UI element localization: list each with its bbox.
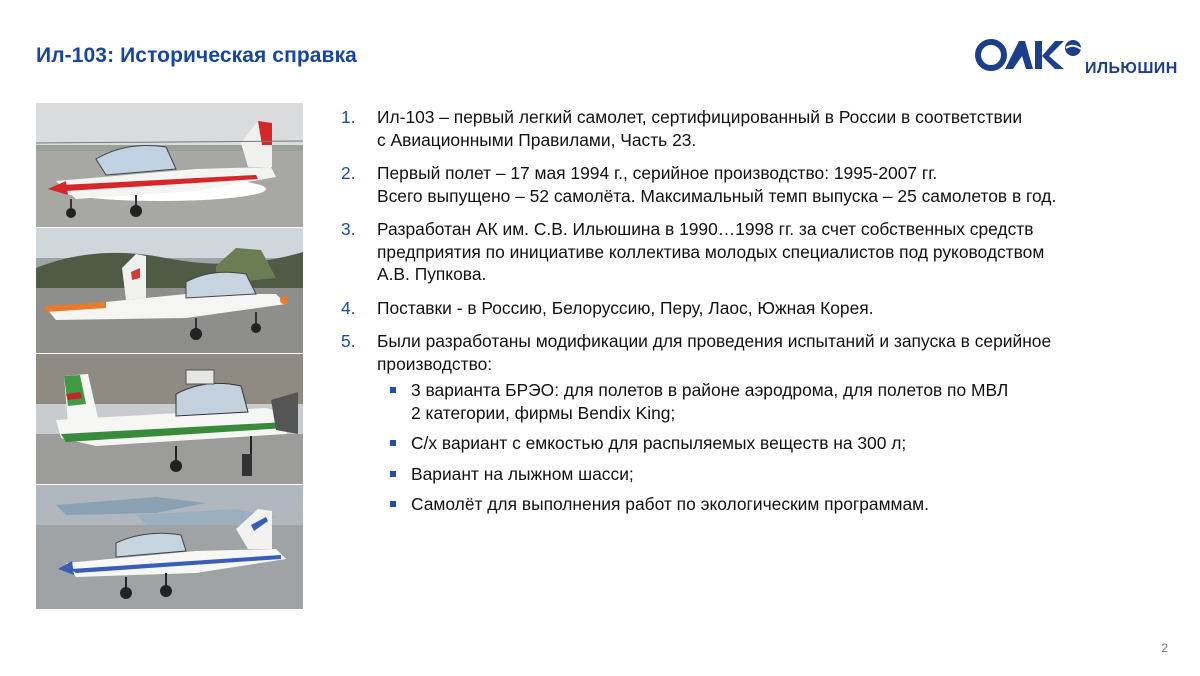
square-bullet-icon (390, 501, 396, 507)
sublist-item-text: 3 варианта БРЭО: для полетов в районе аэродрома, для полетов по МВЛ (411, 380, 1009, 400)
list-item (341, 106, 1171, 151)
square-bullet-icon (390, 471, 396, 477)
list-item-text: предприятия по инициативе коллектива молодых специалистов под руководством (377, 241, 1045, 262)
modifications-sublist (377, 379, 1171, 516)
page-number: 2 (1161, 641, 1168, 655)
logo-brand-text: ИЛЬЮШИН (1085, 60, 1178, 77)
list-item-text: Поставки - в Россию, Белоруссию, Перу, Лаос, Южная Корея. (377, 297, 874, 318)
list-item-text: Первый полет – 17 мая 1994 г., серийное производство: 1995-2007 гг. (377, 163, 938, 183)
list-number: 2. (341, 163, 356, 183)
list-item-text: Разработан АК им. С.В. Ильюшина в 1990…1998 гг. за счет собственных средств (377, 219, 1034, 239)
list-item-text: Ил-103 – первый легкий самолет, сертифицированный в России в соответствии (377, 107, 1023, 127)
sublist-item (377, 379, 1171, 424)
sublist-item-text: Самолёт для выполнения работ по экологическим программам. (411, 494, 929, 514)
list-item-text: Всего выпущено – 52 самолёта. Максимальный темп выпуска – 25 самолетов в год. (377, 185, 1057, 206)
oak-ilyushin-logo (975, 36, 1178, 82)
sublist-item-text: Вариант на лыжном шасси; (411, 463, 634, 484)
square-bullet-icon (390, 387, 396, 393)
aircraft-photo-1 (36, 103, 303, 227)
sublist-item (377, 493, 1171, 516)
list-item-text: с Авиационными Правилами, Часть 23. (377, 129, 697, 150)
list-item-text: Были разработаны модификации для проведения испытаний и запуска в серийное (377, 331, 1052, 351)
aircraft-photo-4 (36, 485, 303, 609)
sublist-item (377, 463, 1171, 486)
list-number: 3. (341, 219, 356, 239)
aircraft-photo-column (36, 103, 303, 609)
aircraft-photo-2 (36, 228, 303, 353)
aircraft-photo-3 (36, 354, 303, 484)
list-number: 4. (341, 297, 356, 318)
slide-title: Ил-103: Историческая справка (36, 44, 357, 67)
square-bullet-icon (390, 440, 396, 446)
list-number: 1. (341, 107, 356, 127)
oak-logo-icon (975, 36, 1087, 78)
sublist-item-text: С/х вариант с емкостью для распыляемых веществ на 300 л; (411, 433, 907, 453)
list-item-text: производство: (377, 353, 493, 374)
list-number: 5. (341, 331, 356, 351)
sublist-item-text: 2 категории, фирмы Bendix King; (411, 402, 676, 423)
list-item-text: А.В. Пупкова. (377, 264, 487, 284)
history-list (341, 106, 1171, 527)
list-item (341, 297, 1171, 320)
list-item (341, 162, 1171, 207)
list-item (341, 218, 1171, 286)
list-item (341, 330, 1171, 516)
sublist-item (377, 432, 1171, 455)
